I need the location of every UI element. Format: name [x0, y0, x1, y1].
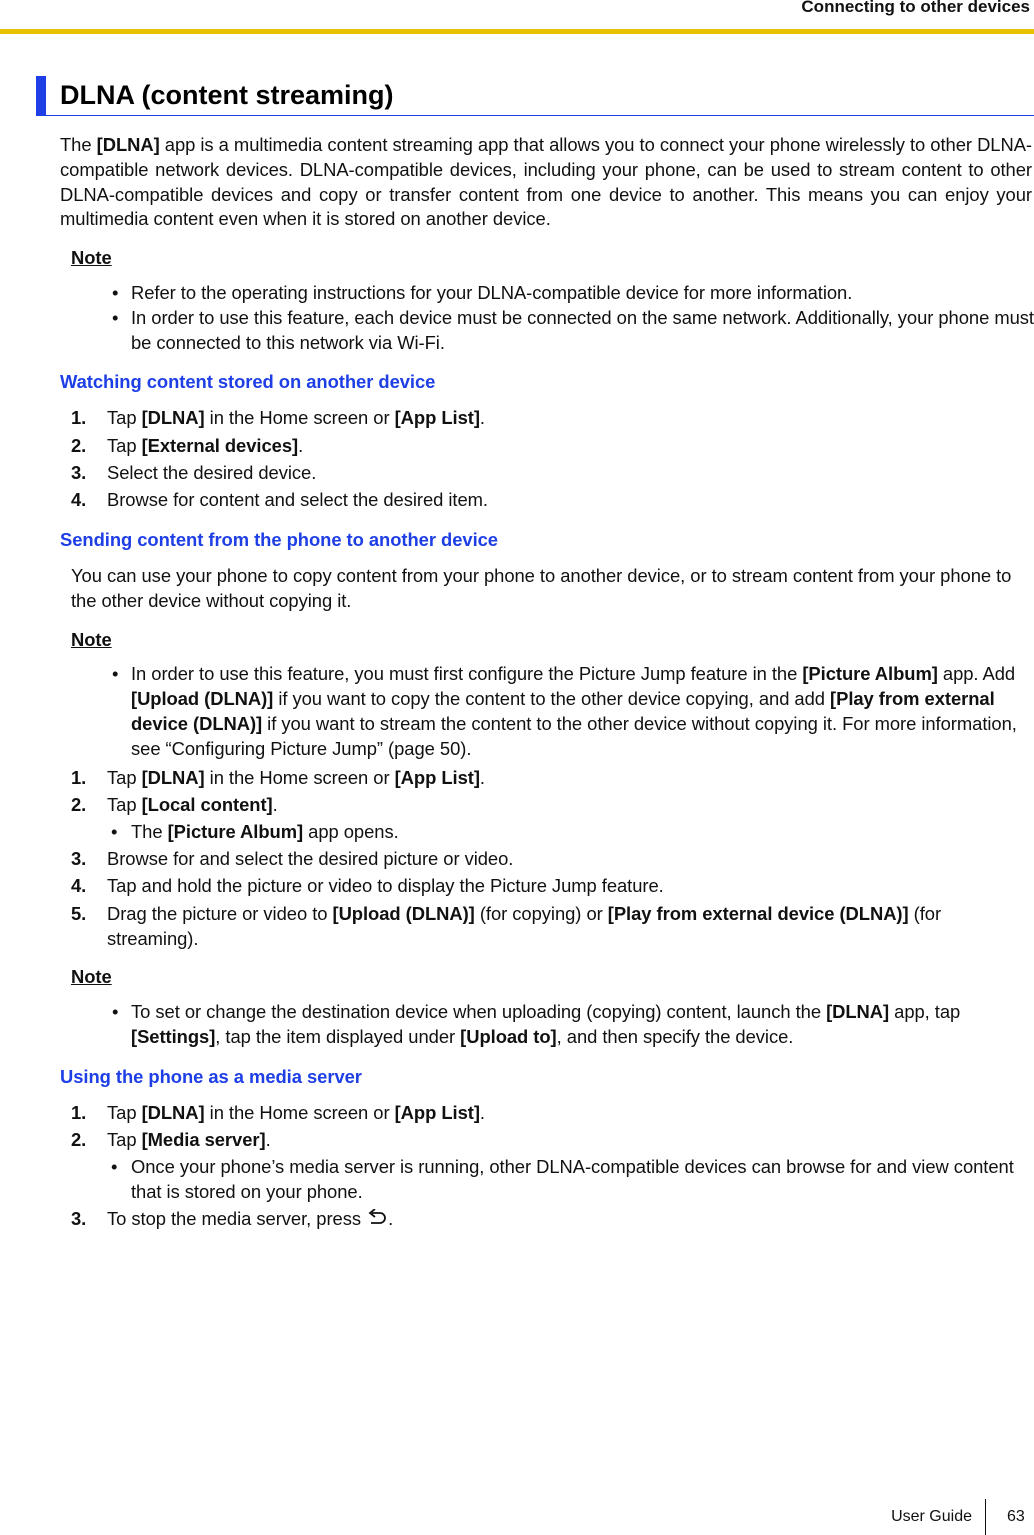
steps-media-server	[60, 1101, 1034, 1232]
step-bold: [App List]	[394, 766, 480, 788]
note-label: Note	[71, 966, 112, 988]
step-text: .	[265, 1129, 271, 1151]
note-text: if you want to copy the content to the other device copying, and add	[273, 688, 831, 710]
steps-sending	[60, 766, 1034, 952]
step-number: 1.	[71, 766, 87, 788]
step-item	[60, 874, 1034, 899]
step-item	[60, 1101, 1034, 1126]
note-label: Note	[71, 628, 112, 650]
sub-bold: [Picture Album]	[167, 820, 304, 842]
step-text: Tap	[107, 407, 142, 429]
step-item	[60, 461, 1034, 486]
step-bold: [DLNA]	[141, 1101, 205, 1123]
step-text: Drag the picture or video to	[107, 902, 333, 924]
step-text: Tap	[107, 1101, 142, 1123]
step-number: 3.	[71, 848, 87, 870]
step-bold: [Upload (DLNA)]	[332, 902, 475, 924]
note-bold: [Upload (DLNA)]	[131, 688, 274, 710]
step-text: (for copying) or	[474, 902, 608, 924]
note-item	[60, 662, 1034, 761]
header-rule	[0, 29, 1034, 34]
step-bold: [Media server]	[141, 1129, 266, 1151]
step-sub-bullet	[107, 820, 1034, 845]
steps-watching	[60, 406, 1034, 513]
subhead-media-server: Using the phone as a media server	[60, 1065, 362, 1087]
step-number: 1.	[71, 1101, 87, 1123]
step-text: Tap and hold the picture or video to display the Picture Jump feature.	[107, 875, 664, 897]
note-bold: [DLNA]	[826, 1001, 890, 1023]
step-text: (for streaming).	[107, 902, 942, 949]
step-text: Select the desired device.	[107, 461, 317, 483]
step-text: Tap	[107, 434, 142, 456]
intro-paragraph	[60, 133, 1032, 232]
note-item	[60, 1000, 1034, 1050]
note-text: In order to use this feature, you must first configure the Picture Jump feature in the	[131, 663, 803, 685]
page-number: 63	[1007, 1508, 1025, 1525]
step-item	[60, 793, 1034, 845]
step-text: .	[479, 766, 485, 788]
step-item	[60, 434, 1034, 459]
step-bold: [App List]	[394, 1101, 480, 1123]
sub-text: app opens.	[303, 820, 399, 842]
footer-divider	[985, 1499, 986, 1535]
note-text: app, tap	[889, 1001, 961, 1023]
step-item	[60, 406, 1034, 431]
step-bold: [External devices]	[141, 434, 299, 456]
note-text: , tap the item displayed under	[215, 1026, 461, 1048]
note-text: app. Add	[937, 663, 1016, 685]
step-text: .	[272, 793, 278, 815]
subhead-sending: Sending content from the phone to another device	[60, 529, 498, 551]
step-text: .	[479, 407, 485, 429]
step-item	[60, 847, 1034, 872]
note-bold: [Picture Album]	[802, 663, 938, 685]
step-item	[60, 1128, 1034, 1204]
step-text: in the Home screen or	[204, 1101, 395, 1123]
step-number: 2.	[71, 1129, 87, 1151]
sending-paragraph: You can use your phone to copy content from your phone to another device, or to stream content from your phone to the other device without copying it.	[71, 564, 1012, 611]
step-number: 3.	[71, 1208, 87, 1230]
note-text: if you want to stream the content to the other device without copying it. For more information, see “Configuring Picture Jump” (page 50).	[131, 712, 1017, 759]
step-number: 4.	[71, 875, 87, 897]
step-number: 3.	[71, 461, 87, 483]
step-text: .	[388, 1208, 394, 1230]
intro-bold: [DLNA]	[96, 134, 160, 155]
step-text: .	[479, 1101, 485, 1123]
step-number: 5.	[71, 902, 87, 924]
note-bold: [Settings]	[131, 1026, 216, 1048]
step-item	[60, 1207, 1034, 1232]
step-text: Tap	[107, 1129, 142, 1151]
step-text: .	[298, 434, 304, 456]
step-text: Tap	[107, 766, 142, 788]
back-icon	[366, 1209, 388, 1227]
content	[60, 133, 1034, 1234]
step-text: Tap	[107, 793, 142, 815]
step-bold: [Play from external device (DLNA)]	[607, 902, 909, 924]
footer-label: User Guide	[891, 1508, 972, 1525]
section-heading	[36, 76, 1034, 116]
subhead-watching: Watching content stored on another device	[60, 371, 436, 393]
note-list	[60, 662, 1034, 761]
page-title: DLNA (content streaming)	[60, 80, 394, 110]
step-item	[60, 766, 1034, 791]
step-sub-bullet: • Once your phone’s media server is running, other DLNA-compatible devices can browse for and view content that is stored on your phone.	[107, 1155, 1034, 1205]
note-bold: [Play from external device (DLNA)]	[131, 688, 995, 734]
step-text: To stop the media server, press	[107, 1208, 367, 1230]
intro-text: The	[60, 134, 97, 155]
step-number: 2.	[71, 793, 87, 815]
step-item	[60, 902, 1034, 952]
step-item	[60, 488, 1034, 513]
note-list	[60, 281, 1034, 355]
step-text: in the Home screen or	[204, 407, 395, 429]
step-bold: [App List]	[394, 407, 480, 429]
note-list	[60, 1000, 1034, 1050]
sub-text: The	[131, 820, 168, 842]
step-bold: [Local content]	[141, 793, 273, 815]
header-title: Connecting to other devices	[801, 0, 1030, 16]
step-bold: [DLNA]	[141, 766, 205, 788]
step-text: Browse for content and select the desired item.	[107, 489, 488, 511]
step-bold: [DLNA]	[141, 407, 205, 429]
note-item: • In order to use this feature, each device must be connected on the same network. Additionally, your phone must be connected to this network via Wi-Fi.	[60, 306, 1034, 356]
note-bold: [Upload to]	[460, 1026, 557, 1048]
step-number: 1.	[71, 407, 87, 429]
note-text: , and then specify the device.	[556, 1026, 794, 1048]
note-item: • Refer to the operating instructions for your DLNA-compatible device for more information.	[60, 281, 1034, 306]
note-label: Note	[71, 247, 112, 269]
intro-text-2: app is a multimedia content streaming app that allows you to connect your phone wirelessly to other DLNA-compatible network devices. DLNA-compatible devices, including your phone, can be used to stream content to other DLNA-compatible devices and copy or transfer content from one device to another. This means you can enjoy your multimedia content even when it is stored on another device.	[60, 134, 1032, 230]
step-number: 2.	[71, 434, 87, 456]
step-text: Browse for and select the desired picture or video.	[107, 848, 514, 870]
step-number: 4.	[71, 489, 87, 511]
step-text: in the Home screen or	[204, 766, 395, 788]
note-text: To set or change the destination device when uploading (copying) content, launch the	[131, 1001, 827, 1023]
